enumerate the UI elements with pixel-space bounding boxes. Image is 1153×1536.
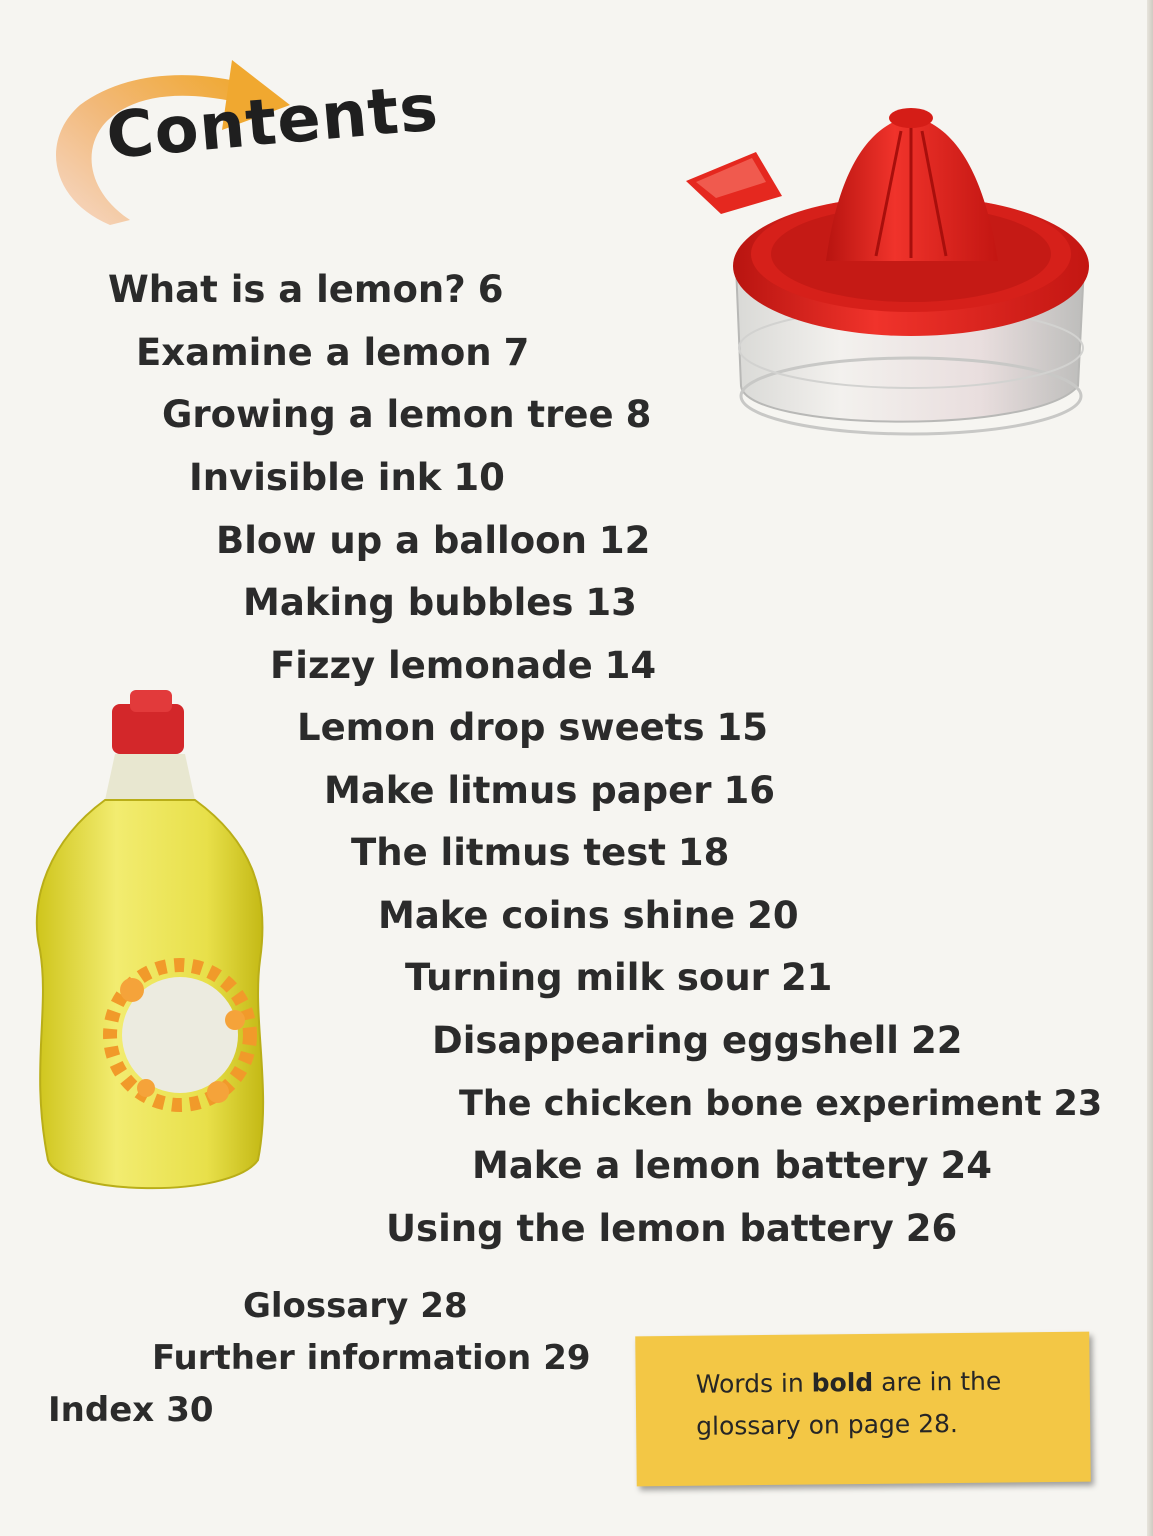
toc-entry[interactable] [405, 956, 832, 1000]
note-text-end: are in the glossary on page 28. [696, 1366, 1002, 1441]
glossary-note-box [635, 1332, 1091, 1487]
page-title: Contents [103, 71, 442, 174]
toc-entry-label: Fizzy lemonade [270, 644, 593, 687]
toc-entry-page: 14 [604, 644, 657, 687]
toc-entry[interactable] [108, 268, 503, 312]
toc-entry-page: 10 [453, 456, 505, 499]
lemon-juicer-image [686, 86, 1096, 466]
toc-entry-label: The litmus test [351, 831, 666, 874]
toc-entry-label: Invisible ink [189, 456, 442, 499]
toc-entry-page: 8 [625, 393, 652, 436]
glossary-note-text [696, 1360, 1071, 1448]
toc-entry[interactable] [297, 706, 768, 750]
toc-entry-page: 24 [940, 1144, 992, 1187]
toc-entry-page: 20 [747, 894, 799, 937]
toc-backmatter-entry[interactable] [48, 1388, 214, 1432]
toc-entry-page: 18 [677, 831, 730, 874]
toc-entry[interactable] [270, 644, 656, 688]
toc-entry-label: Disappearing eggshell [432, 1019, 899, 1062]
toc-entry[interactable] [162, 393, 651, 437]
washing-up-liquid-bottle-image [20, 690, 280, 1210]
toc-backmatter-entry[interactable] [152, 1336, 591, 1380]
toc-entry-label: Blow up a balloon [216, 519, 587, 562]
toc-entry-label: Make coins shine [378, 894, 736, 937]
toc-entry[interactable] [216, 519, 650, 563]
toc-entry-page: 30 [166, 1390, 214, 1430]
toc-entry[interactable] [136, 331, 529, 375]
toc-entry[interactable] [324, 769, 775, 813]
toc-entry-label: Turning milk sour [405, 956, 769, 999]
toc-entry[interactable] [432, 1019, 962, 1063]
toc-entry[interactable] [189, 456, 505, 500]
toc-entry-label: The chicken bone experiment [459, 1084, 1042, 1124]
toc-entry-label: Using the lemon battery [386, 1207, 894, 1250]
toc-entry-label: Further information [152, 1338, 532, 1378]
toc-entry[interactable] [386, 1207, 957, 1251]
toc-entry[interactable] [472, 1144, 992, 1188]
toc-entry-page: 26 [905, 1207, 958, 1250]
toc-entry-page: 13 [585, 581, 637, 624]
note-text-start: Words in [695, 1368, 812, 1399]
toc-entry-page: 7 [503, 331, 530, 374]
toc-entry-page: 29 [543, 1338, 591, 1378]
toc-entry-page: 15 [716, 706, 768, 749]
toc-entry-page: 23 [1053, 1084, 1103, 1124]
toc-entry[interactable] [351, 831, 729, 875]
toc-entry-page: 16 [723, 769, 776, 812]
toc-backmatter-entry[interactable] [243, 1284, 468, 1328]
page-edge [1147, 0, 1153, 1536]
toc-entry-page: 12 [598, 519, 651, 562]
toc-entry-page: 28 [420, 1286, 468, 1326]
toc-entry-label: Glossary [243, 1286, 409, 1326]
toc-entry-label: Make a lemon battery [472, 1144, 929, 1187]
toc-entry-label: Lemon drop sweets [297, 706, 705, 749]
toc-entry-page: 6 [477, 268, 504, 311]
toc-entry-label: Examine a lemon [136, 331, 492, 374]
note-text-bold: bold [811, 1367, 874, 1398]
toc-entry[interactable] [378, 894, 799, 938]
toc-entry-page: 21 [780, 956, 833, 999]
toc-entry[interactable] [459, 1082, 1102, 1126]
toc-entry-label: Growing a lemon tree [162, 393, 614, 436]
toc-entry-label: Making bubbles [243, 581, 574, 624]
toc-entry[interactable] [243, 581, 637, 625]
toc-entry-label: Make litmus paper [324, 769, 712, 812]
toc-entry-page: 22 [910, 1019, 963, 1062]
toc-entry-label: What is a lemon? [108, 268, 466, 311]
toc-entry-label: Index [48, 1390, 155, 1430]
